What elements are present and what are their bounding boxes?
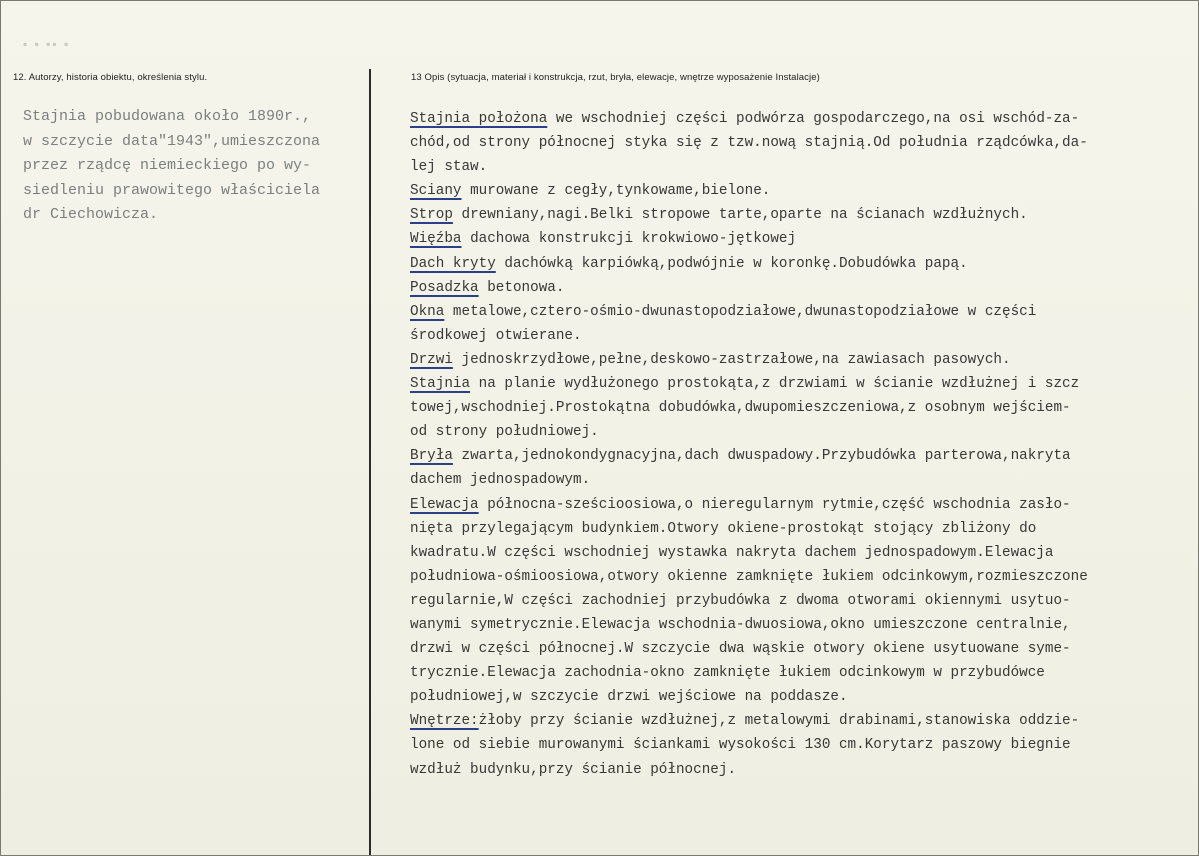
description-line — [410, 541, 1199, 565]
description-text: we wschodniej części podwórza gospodarczego,na osi wschód-za- — [547, 111, 1080, 127]
underlined-keyword: Sciany — [410, 183, 462, 200]
description-text: metalowe,cztero-ośmio-dwunastopodziałowe,dwunastopodziałowe w części — [444, 303, 1037, 320]
description-text: murowane z cegły,tynkowame,bielone. — [461, 183, 771, 200]
description-line — [410, 589, 1199, 613]
description-text: wanymi symetrycznie.Elewacja wschodnia-dwuosiowa,okno umieszczone centralnie, — [410, 616, 1071, 633]
description-line — [410, 107, 1199, 131]
description-line — [410, 131, 1199, 155]
description-text: dachówką karpiówką,podwójnie w koronkę.Dobudówka papą. — [495, 255, 968, 272]
section-12-header: 12. Autorzy, historia obiektu, określenia stylu. — [13, 72, 208, 83]
description-text: żłoby przy ścianie wzdłużnej,z metalowymi drabinami,stanowiska oddzie- — [478, 713, 1080, 730]
description-text: dachowa konstrukcji krokwiowo-jętkowej — [461, 231, 797, 248]
description-line — [410, 733, 1199, 757]
description-text: lej staw. — [410, 159, 488, 176]
description-text: chód,od strony północnej styka się z tzw.nową stajnią.Od południa rządcówka,da- — [410, 135, 1088, 152]
description-line — [410, 637, 1199, 661]
description-line — [410, 276, 1199, 300]
description-line — [410, 372, 1199, 396]
description-text: środkowej otwierane. — [410, 327, 582, 344]
description-text: jednoskrzydłowe,pełne,deskowo-zastrzałowe,na zawiasach pasowych. — [452, 351, 1011, 368]
description-text: od strony południowej. — [410, 424, 599, 441]
underlined-keyword: Stajnia położona — [410, 111, 548, 127]
description-line — [410, 203, 1199, 227]
description-line — [410, 613, 1199, 637]
history-text: Stajnia pobudowana około 1890r., w szczycie data"1943",umieszczona przez rządcę niemieckiego po wy- siedleniu prawowitego właściciela dr Ciechowicza. — [23, 108, 321, 223]
description-text: regularnie,W części zachodniej przybudówka z dwoma otworami okiennymi usytuo- — [410, 592, 1071, 609]
description-line — [410, 324, 1199, 348]
description-line — [410, 227, 1199, 251]
description-text: towej,wschodniej.Prostokątna dobudówka,dwupomieszczeniowa,z osobnym wejściem- — [410, 400, 1071, 417]
column-divider — [369, 69, 371, 855]
underlined-keyword: Bryła — [410, 448, 453, 465]
description-text: betonowa. — [478, 279, 565, 296]
description-line — [410, 709, 1199, 733]
description-line — [410, 685, 1199, 709]
underlined-keyword: Elewacja — [410, 496, 479, 513]
underlined-keyword: Okna — [410, 303, 445, 320]
description-text: północna-sześcioosiowa,o nieregularnym rytmie,część wschodnia zasło- — [478, 496, 1071, 513]
description-line — [410, 252, 1199, 276]
description-line — [410, 300, 1199, 324]
description-text: drzwi w części północnej.W szczycie dwa wąskie otwory okiene usytuowane syme- — [410, 641, 1071, 658]
underlined-keyword: Strop — [410, 207, 453, 224]
underlined-keyword: Dach kryty — [410, 255, 496, 272]
description-text: dachem jednospadowym. — [410, 472, 591, 489]
underlined-keyword: Wnętrze: — [410, 713, 479, 730]
description-text: trycznie.Elewacja zachodnia-okno zamknięte łukiem odcinkowym w przybudówce — [410, 665, 1045, 682]
description-text: zwarta,jednokondygnacyjna,dach dwuspadowy.Przybudówka parterowa,nakryta — [452, 448, 1071, 465]
description-text: południowa-ośmioosiowa,otwory okienne zamknięte łukiem odcinkowym,rozmieszczone — [410, 568, 1088, 585]
description-block — [410, 107, 1199, 782]
description-text: południowej,w szczycie drzwi wejściowe na poddasze. — [410, 689, 848, 706]
description-text: drewniany,nagi.Belki stropowe tarte,oparte na ścianach wzdłużnych. — [452, 207, 1028, 224]
description-text: wzdłuż budynku,przy ścianie północnej. — [410, 761, 737, 778]
description-line — [410, 517, 1199, 541]
description-line — [410, 468, 1199, 492]
description-line — [410, 155, 1199, 179]
section-13-header: 13 Opis (sytuacja, materiał i konstrukcja, rzut, bryła, elewacje, wnętrze wyposażenie Instalacje) — [411, 72, 820, 83]
show-through-text: ▪ ▪ ▪▪ ▪ — [23, 37, 71, 51]
description-line — [410, 758, 1199, 782]
description-line — [410, 493, 1199, 517]
description-text: na planie wydłużonego prostokąta,z drzwiami w ścianie wzdłużnej i szcz — [470, 376, 1080, 393]
description-text: lone od siebie murowanymi ściankami wysokości 130 cm.Korytarz paszowy biegnie — [410, 737, 1071, 754]
description-text: kwadratu.W części wschodniej wystawka nakryta dachem jednospadowym.Elewacja — [410, 544, 1054, 561]
underlined-keyword: Więźba — [410, 231, 462, 248]
description-line — [410, 179, 1199, 203]
description-line — [410, 396, 1199, 420]
description-line — [410, 565, 1199, 589]
description-text: nięta przylegającym budynkiem.Otwory okiene-prostokąt stojący zbliżony do — [410, 520, 1037, 537]
description-line — [410, 444, 1199, 468]
description-line — [410, 348, 1199, 372]
description-line — [410, 661, 1199, 685]
underlined-keyword: Posadzka — [410, 279, 479, 296]
underlined-keyword: Stajnia — [410, 376, 471, 393]
underlined-keyword: Drzwi — [410, 351, 453, 368]
description-line — [410, 420, 1199, 444]
